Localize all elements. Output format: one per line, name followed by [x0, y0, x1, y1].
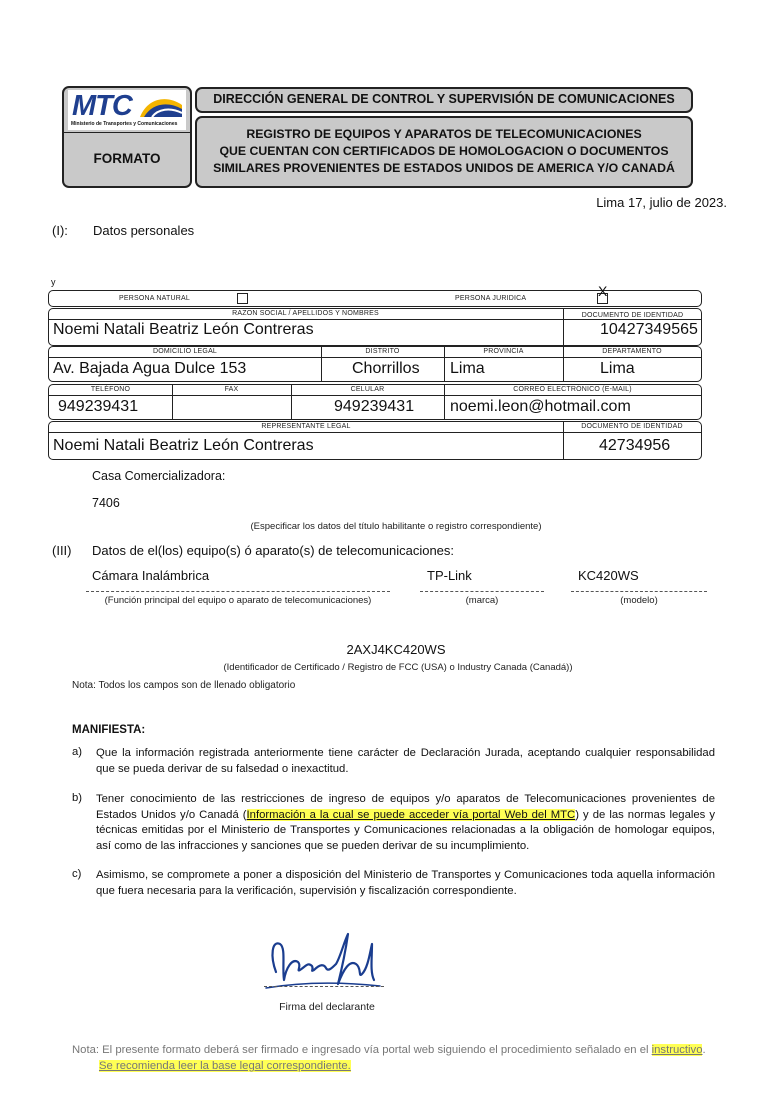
signature-line	[264, 986, 384, 987]
title-line-3: SIMILARES PROVENIENTES DE ESTADOS UNIDOS DE AMERICA Y/O CANADÁ	[213, 161, 675, 175]
footer-link-instructivo[interactable]: instructivo	[651, 1044, 703, 1056]
section-3-title: Datos de el(los) equipo(s) ó aparato(s) de telecomunicaciones:	[92, 543, 455, 558]
footer-link-base-legal[interactable]: Se recomienda leer la base legal correspondiente.	[99, 1060, 351, 1072]
marca-line	[420, 591, 544, 592]
casa-label: Casa Comercializadora:	[92, 469, 226, 483]
provincia-label: PROVINCIA	[483, 348, 524, 355]
section-3-number: (III)	[52, 543, 72, 558]
domicilio-value[interactable]: Av. Bajada Agua Dulce 153	[53, 360, 247, 377]
marca-value: TP-Link	[427, 568, 472, 583]
footer-text-pre: Nota: El presente formato deberá ser firmado e ingresado vía portal web siguiendo el procedimiento señalado en el	[72, 1044, 652, 1056]
correo-label: CORREO ELECTRÓNICO (E-MAIL)	[513, 386, 632, 393]
footer-text-post: .	[702, 1044, 706, 1056]
logo-box	[62, 86, 192, 188]
cert-label: (Identificador de Certificado / Registro de FCC (USA) o Industry Canada (Canadá))	[223, 662, 573, 673]
departamento-label: DEPARTAMENTO	[602, 348, 662, 355]
razon-social-label: RAZON SOCIAL / APELLIDOS Y NOMBRES	[232, 310, 379, 317]
item-a-letter: a)	[72, 746, 83, 758]
manifiesta-title: MANIFIESTA:	[72, 724, 146, 736]
logo	[68, 90, 186, 130]
domicilio-row	[48, 346, 702, 382]
doc-identidad-value[interactable]: 10427349565	[600, 321, 698, 338]
persona-juridica-label: PERSONA JURIDICA	[455, 295, 527, 302]
razon-social-value[interactable]: Noemi Natali Beatriz León Contreras	[53, 321, 314, 338]
logo-text: MTC	[72, 90, 132, 122]
stray-mark: y	[51, 277, 56, 287]
contacto-label-line	[49, 395, 701, 396]
doc-rep-value[interactable]: 42734956	[599, 437, 671, 454]
section-1-number: (I):	[52, 223, 68, 238]
item-c-text: Asimismo, se compromete a poner a disposición del Ministerio de Transportes y Comunicaciones toda aquella información que fuera necesaria para la verificación, supervisión y fiscalización correspondiente.	[96, 869, 715, 897]
marca-label: (marca)	[465, 595, 499, 606]
distrito-value[interactable]: Chorrillos	[352, 360, 420, 377]
funcion-line	[86, 591, 390, 592]
doc-identidad-label: DOCUMENTO DE IDENTIDAD	[581, 312, 684, 319]
logo-subtext: Ministerio de Transportes y Comunicaciones	[71, 121, 178, 127]
item-a-text: Que la información registrada anteriormente tiene carácter de Declaración Jurada, aceptando cualquier responsabilidad que se pueda derivar de su falsedad o inexactitud.	[96, 747, 715, 775]
representante-label-line	[49, 432, 701, 433]
logo-divider	[64, 132, 190, 133]
modelo-value: KC420WS	[578, 568, 639, 583]
razon-social-row	[48, 308, 702, 346]
section-3-note: Nota: Todos los campos son de llenado obligatorio	[72, 680, 296, 691]
casa-value: 7406	[92, 496, 120, 510]
item-b-letter: b)	[72, 792, 83, 804]
persona-natural-checkbox[interactable]	[237, 293, 248, 304]
celular-label: CELULAR	[350, 386, 385, 393]
funcion-value: Cámara Inalámbrica	[92, 568, 210, 583]
title-line-2: QUE CUENTAN CON CERTIFICADOS DE HOMOLOGACION O DOCUMENTOS	[219, 144, 669, 158]
modelo-label: (modelo)	[620, 595, 658, 606]
persona-juridica-mark: X	[598, 283, 608, 299]
signature-image	[262, 928, 382, 998]
distrito-label: DISTRITO	[365, 348, 400, 355]
title-box	[195, 116, 693, 188]
directorate-title: DIRECCIÓN GENERAL DE CONTROL Y SUPERVISIÓN DE COMUNICACIONES	[213, 92, 675, 106]
persona-row	[48, 283, 702, 307]
funcion-label: (Función principal del equipo o aparato de telecomunicaciones)	[104, 595, 372, 606]
item-b-text-post: ) y de las normas legales y técnicas emitidas por el Ministerio de Transportes y Comunicaciones relacionadas a la obligación de homologar equipos, así como de las infracciones y sanciones que se pueden derivar de su incumplimiento.	[96, 808, 715, 852]
representante-value[interactable]: Noemi Natali Beatriz León Contreras	[53, 437, 314, 454]
doc-rep-label: DOCUMENTO DE IDENTIDAD	[581, 423, 683, 430]
celular-value[interactable]: 949239431	[334, 398, 415, 415]
casa-note: (Especificar los datos del título habilitante o registro correspondiente)	[250, 521, 542, 532]
signature-label: Firma del declarante	[279, 1001, 375, 1013]
razon-social-label-line	[49, 319, 701, 320]
persona-natural-label: PERSONA NATURAL	[119, 295, 190, 302]
item-b-link[interactable]: Información a la cual se puede acceder vía portal Web del MTC	[246, 808, 576, 821]
fax-label: FAX	[224, 386, 239, 393]
format-label: FORMATO	[93, 151, 161, 166]
title-line-1: REGISTRO DE EQUIPOS Y APARATOS DE TELECOMUNICACIONES	[246, 127, 642, 141]
correo-value[interactable]: noemi.leon@hotmail.com	[450, 398, 631, 415]
date: Lima 17, julio de 2023.	[596, 195, 727, 210]
directorate-box	[195, 87, 693, 113]
item-b-text	[96, 792, 715, 854]
representante-row	[48, 421, 702, 460]
domicilio-label-line	[49, 357, 701, 358]
departamento-value[interactable]: Lima	[600, 360, 635, 377]
telefono-value[interactable]: 949239431	[58, 398, 139, 415]
item-c-letter: c)	[72, 868, 82, 880]
modelo-line	[571, 591, 707, 592]
section-1-title: Datos personales	[93, 223, 195, 238]
cert-value: 2AXJ4KC420WS	[346, 642, 446, 657]
telefono-label: TELÉFONO	[90, 386, 131, 393]
item-b-text-pre: Tener conocimiento de las restricciones de ingreso de equipos y/o aparatos de Telecomunicaciones provenientes de Estados Unidos y/o Canadá (	[96, 793, 715, 821]
logo-emblem-icon	[138, 95, 184, 119]
provincia-value[interactable]: Lima	[450, 360, 485, 377]
representante-label: REPRESENTANTE LEGAL	[261, 423, 351, 430]
footer-note	[72, 1044, 706, 1056]
contacto-row	[48, 384, 702, 420]
domicilio-label: DOMICILIO LEGAL	[152, 348, 218, 355]
